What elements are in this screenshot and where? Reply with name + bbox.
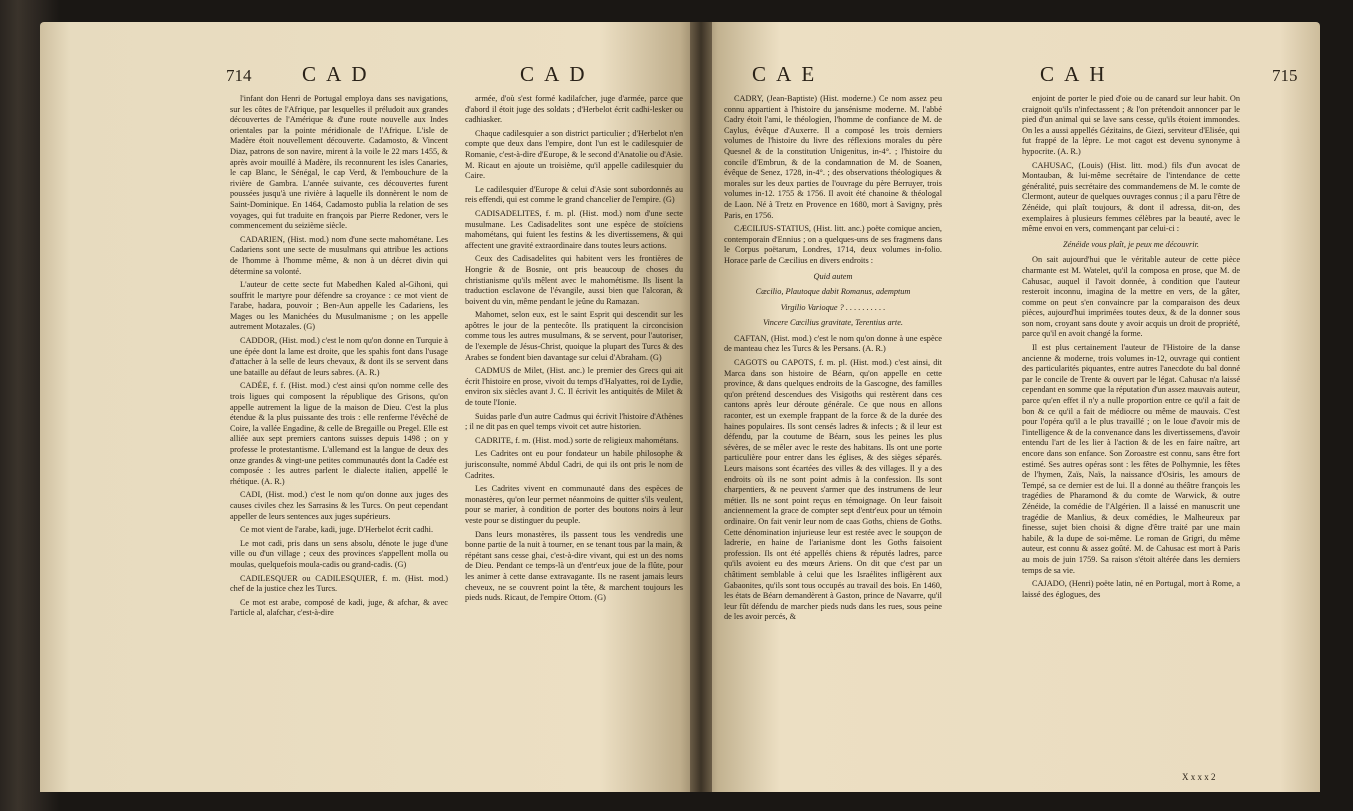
paragraph: Quid autem bbox=[813, 271, 853, 281]
paragraph: Virgilio Varioque ? . . . . . . . . . . bbox=[780, 302, 886, 312]
paragraph: Le mot cadi, pris dans un sens absolu, dénote le juge d'une ville ou d'un village ; ceux des provinces s'appellent molla ou moulas, quelquefois moula-cadis ou grand-cadis. (G) bbox=[230, 538, 448, 569]
paragraph: CADARIEN, (Hist. mod.) nom d'une secte mahométane. Les Cadariens sont une secte de musulmans qui attribue les actions de l'homme à l'homme même, & non à un décret divin qui détermine sa volonté. bbox=[230, 234, 448, 276]
paragraph: Vincere Cæcilius gravitate, Terentius arte. bbox=[763, 318, 903, 328]
paragraph: Dans leurs monastères, ils passent tous les vendredis une bonne partie de la nuit à tourner, en se tenant tous par la main, & répétant sans cesse ghai, c'est-à-dire vivant, qui est un des noms de Dieu. Pendant ce temps-là un d'entr'eux joue de la flûte, pour les animer à cette danse extravagante. Ils ne rasent jamais leurs cheveux, ne se couvrent point la tête, & marchent toujours les pieds nuds. Ricaut, de l'empire Ottom. (G) bbox=[465, 529, 683, 603]
paragraph: Les Cadrites vivent en communauté dans des espèces de monastères, qu'on leur permet néanmoins de quitter s'ils veulent, pour se marier, à condition de porter des boutons noirs à leur veste pour se distinguer du peuple. bbox=[465, 484, 683, 525]
right-column-1 bbox=[724, 94, 942, 626]
paragraph: Le cadilesquier d'Europe & celui d'Asie sont subordonnés au reis effendi, qui est comme le grand chancelier de l'empire. (G) bbox=[465, 184, 683, 205]
left-column-2 bbox=[465, 94, 683, 607]
paragraph: Cæcilio, Plautoque dabit Romanus, ademptum bbox=[755, 287, 911, 297]
left-column-1 bbox=[230, 94, 448, 622]
paragraph: CÆCILIUS-STATIUS, (Hist. litt. anc.) poëte comique ancien, contemporain d'Ennius ; on a quelques-uns de ses fragmens dans le Corpus poëtarum, Londres, 1714, deux volumes in-folio. Horace parle de Cæcilius en divers endroits : bbox=[724, 224, 942, 265]
paragraph: Chaque cadilesquier a son district particulier ; d'Herbelot n'en compte que deux dans l'empire, dont l'un est le cadilesquier de Romanie, c'est-à-dire d'Europe, & le second d'Anatolie ou d'Asie. M. Ricaut en ajoute un troisième, qu'il appelle cadilesquier du Caire. bbox=[465, 128, 683, 181]
paragraph: Ceux des Cadisadelites qui habitent vers les frontières de Hongrie & de Bosnie, ont pris beaucoup de choses du christianisme qu'ils mêlent avec le mahométisme. Ils lisent la traduction esclavone de l'évangile, aussi bien que l'alcoran, & boivent du vin, même pendant le jeûne du Ramazan. bbox=[465, 254, 683, 306]
paragraph: CAFTAN, (Hist. mod.) c'est le nom qu'on donne à une espèce de manteau chez les Turcs & les Persans. (A. R.) bbox=[724, 333, 942, 354]
paragraph: CADMUS de Milet, (Hist. anc.) le premier des Grecs qui ait écrit l'histoire en prose, vivoit du temps d'Halyattes, roi de Lydie, environ six siècles avant J. C. Il écrivit les antiquités de Milet & de toute l'Ionie. bbox=[465, 366, 683, 408]
paragraph: CAJADO, (Henri) poëte latin, né en Portugal, mort à Rome, a laissé des églogues, des bbox=[1022, 579, 1240, 599]
paragraph: Les Cadrites ont eu pour fondateur un habile philosophe & jurisconsulte, nommé Abdul Cadri, de qui ils ont pris le nom de Cadrites. bbox=[465, 449, 683, 480]
paragraph: CADISADELITES, f. m. pl. (Hist. mod.) nom d'une secte musulmane. Les Cadisadelites sont une espèce de stoïciens mahométans, qui fuient les festins & les divertissemens, & qui affectent une gravité extraordinaire dans toutes leurs actions. bbox=[465, 208, 683, 250]
left-running-head-1: C A D bbox=[302, 62, 370, 86]
paragraph: Zénéide vous plaît, je peux me découvrir. bbox=[1063, 239, 1199, 249]
paragraph: L'auteur de cette secte fut Mabedhen Kaled al-Gihoni, qui souffrit le martyre pour défendre sa croyance : ce mot vient de l'arabe, hadara, pouvoir ; Ben-Aun appelle les Cadariens, les Mages ou les Manichées du Musulmanisme ; on les appelle autrement Motazales. (G) bbox=[230, 280, 448, 332]
right-running-head-1: C A E bbox=[752, 62, 818, 86]
paragraph: CAGOTS ou CAPOTS, f. m. pl. (Hist. mod.) c'est ainsi, dit Marca dans son histoire de Béarn, qu'on appelle en cette province, & dans quelques endroits de la Gascogne, des familles qu'on prétend descendues des Visigoths qui restèrent dans ces cantons après leur déroute générale. Ce que nous en allons raconter, est un exemple frappant de la force & de la durée des haines populaires. Ils sont censés ladres & infects ; & il leur est défendu, par la coutume de Béarn, sous les peines les plus sévères, de se mêler avec le reste des habitans. Ils ont une porte particulière pour entrer dans les églises, & des sièges séparés. Leurs maisons sont écartées des villes & des villages. Il y a des endroits où ils ne sont point admis à la confession. Ils sont charpentiers, & ne peuvent s'armer que des instrumens de leur métier. Ils ne sont point reçus en témoignage. On leur faisoit anciennement la grace de compter sept d'entr'eux pour un témoin ordinaire. On fait venir leur nom de caas Goths, chiens de Goths. Cette dénomination injurieuse leur est restée avec le soupçon de ladrerie, en haine de l'arianisme dont les Goths faisoient profession. Ils ont été appellés chiens & réputés ladres, parce qu'ils avoient eu des mœurs Ariens. On dit que c'est par un châtiment semblable à celui que les Israélites infligèrent aux Gabaonites, qu'ils sont tous occupés au travail des bois. En 1460, les états de Béarn demandèrent à Gaston, prince de Navarre, qu'il leur fût défendu de marcher pieds nuds dans les rues, sous peine de les avoir percés, & bbox=[724, 358, 942, 622]
left-page bbox=[40, 22, 700, 792]
paragraph: CADILESQUER ou CADILESQUIER, f. m. (Hist. mod.) chef de la justice chez les Turcs. bbox=[230, 573, 448, 594]
left-running-head-2: C A D bbox=[520, 62, 588, 86]
paragraph: CAHUSAC, (Louis) (Hist. litt. mod.) fils d'un avocat de Montauban, & lui-même secrétaire de l'intendance de cette généralité, puis secrétaire des commandemens de M. le comte de Clermont, auteur de quelques ouvrages connus ; il a paru l'être de Zénéide, qui plaît toujours, & dont il adressa, dit-on, des exemplaires à plusieurs femmes célèbres par la beauté, avec le même envoi en vers, commençant par celui-ci : bbox=[1022, 160, 1240, 234]
paragraph: Ce mot vient de l'arabe, kadi, juge. D'Herbelot écrit cadhi. bbox=[240, 525, 434, 535]
paragraph: enjoint de porter le pied d'oie ou de canard sur leur habit. On craignoit qu'ils n'infectassent ; & l'on prétendoit annoncer par le pied d'un animal qui se lave sans cesse, qu'ils étoient immondes. On les a aussi appellés Gézitains, de Giezi, serviteur d'Elisée, qui fut frappé de la lèpre. Le mot cagot est devenu synonyme à hypocrite. (A. R.) bbox=[1022, 94, 1240, 156]
paragraph: Il est plus certainement l'auteur de l'Histoire de la danse ancienne & moderne, trois volumes in-12, ouvrage qui contient des particularités piquantes, entre autres l'anecdote du bal donné par le concile de Trente & ouvert par le légat. Cahusac n'a laissé cependant en somme que la réputation d'un assez mauvais auteur, parce qu'en effet il n'y a nulle proportion entre ce qu'il a fait de bon & ce qu'il a fait de médiocre ou même de mauvais. C'est pour l'opéra qu'il a le plus travaillé ; on le loue d'avoir mis de l'intelligence & de la convenance dans les divertissemens, d'avoir entendu l'art de les lier à l'action & de les en faire naître, art encore dans son enfance. Son Zoroastre est connu, sans être fort estimé. Ses autres opéras sont : les fêtes de Polhymnie, les fêtes de l'hymen, Zaïs, Naïs, la naissance d'Osiris, les amours de Tempé, sa ce dernier est de lui. Il a donné au théâtre françois les tragédies de Pharamond & du comte de Warwick, & outre Zénéide, la comédie de l'Algérien. Il a laissé en manuscrit une tragédie de Manlius, & deux comédies, le Malheureux par finesse, sujet bien choisi & digne d'être traité par une main habile, & la dupe de soi-même. Le roman de Grigri, du même auteur, est connu & assez goûté. M. de Cahusac est mort à Paris au mois de juin 1759. Sa raison s'étoit altérée dans les derniers temps de sa vie. bbox=[1022, 343, 1240, 575]
right-page bbox=[700, 22, 1320, 792]
paragraph: CADI, (Hist. mod.) c'est le nom qu'on donne aux juges des causes civiles chez les Sarrasins & les Turcs. On peut cependant appeller de leurs sentences aux juges supérieurs. bbox=[230, 490, 448, 521]
paragraph: Ce mot est arabe, composé de kadi, juge, & afchar, & avec l'article al, alafchar, c'est-à-dire bbox=[230, 597, 448, 618]
right-running-head-2: C A H bbox=[1040, 62, 1108, 86]
paragraph: l'infant don Henri de Portugal employa dans ses navigations, sur les côtes de l'Afrique, par lesquelles il préludoit aux grandes découvertes de l'Amérique & d'une route nouvelle aux Indes orientales par la pointe méridionale de l'Afrique. L'isle de Madère étoit nouvellement découverte. Cadamosto, & Vincent Diaz, patrons de son navire, mirent à la voile le 22 mars 1455, & après avoir mouillé à Madère, ils reconnurent les isles Canaries, le cap Blanc, le Sénégal, le cap Verd, & l'embouchure de la rivière de Gambra. L'année suivante, ces découvertes furent poussées jusqu'à une rivière à laquelle ils donnèrent le nom de Saint-Dominique. En 1464, Cadamosto publia la relation de ses voyages, qui fut traduite en françois par Pierre Redoner, vers le commencement du seizième siècle. bbox=[230, 94, 448, 231]
paragraph: CADRY, (Jean-Baptiste) (Hist. moderne.) Ce nom assez peu connu appartient à l'histoire du jansénisme moderne. M. l'abbé Cadry étoit l'ami, le théologien, l'homme de confiance de M. de Caylus, évêque d'Auxerre. Il a composé les trois derniers volumes de l'histoire du livre des réflexions morales du père Quesnel & de la constitution Unigenitus, in-4°. ; l'histoire du concile d'Embrun, & de la condamnation de M. de Soanen, évêque de Senez, 1728, in-4°. ; des observations théologiques & morales sur les deux parties de l'ouvrage du père Berruyer, trois volumes in-12. 1755 & 1756. Il avoit été chanoine & théologal de Laon. Né à Tretz en Provence en 1680, mort à Savigny, près Paris, en 1756. bbox=[724, 94, 942, 220]
signature-mark: X x x x 2 bbox=[1182, 772, 1216, 782]
paragraph: Mahomet, selon eux, est le saint Esprit qui descendit sur les apôtres le jour de la pentecôte. Ils pratiquent la circoncision comme tous les autres musulmans, & se servent, pour l'autoriser, de l'exemple de Jésus-Christ, quoique la plupart des Turcs & des Arabes se fondent bien davantage sur celui d'Abraham. (G) bbox=[465, 310, 683, 362]
right-column-2 bbox=[1022, 94, 1240, 603]
book-gutter bbox=[690, 22, 712, 792]
paragraph: CADDOR, (Hist. mod.) c'est le nom qu'on donne en Turquie à une épée dont la lame est droite, que les spahis font dans l'usage d'attacher à la selle de leurs chevaux, & dont ils se servent dans une bataille au défaut de leurs sabres. (A. R.) bbox=[230, 336, 448, 377]
paragraph: armée, d'où s'est formé kadilafcher, juge d'armée, parce que d'abord il étoit juge des soldats ; d'Herbelot écrit cadhi-lesker ou cadhiasker. bbox=[465, 94, 683, 125]
left-page-number: 714 bbox=[226, 66, 252, 85]
paragraph: CADÉE, f. f. (Hist. mod.) c'est ainsi qu'on nomme celle des trois ligues qui composent la république des Grisons, qu'on appelle autrement la ligue de la maison de Dieu. C'est la plus étendue & la plus puissante des trois : elle renferme l'évêché de Coire, la vallée Engadine, & celle de Bregaille ou Pregel. Elle est alliée aux sept premiers cantons suisses depuis 1498 ; on y professe le protestantisme. L'allemand est la langue de deux des onze grandes & vingt-une petites communautés dont la Cadée est composée : les autres parlent le dialecte italien, appellé le rhétique. (A. R.) bbox=[230, 381, 448, 486]
paragraph: CADRITE, f. m. (Hist. mod.) sorte de religieux mahométans. bbox=[475, 435, 679, 445]
paragraph: Suidas parle d'un autre Cadmus qui écrivit l'histoire d'Athènes ; il ne dit pas en quel temps vivoit cet autre historien. bbox=[465, 411, 683, 432]
right-page-number: 715 bbox=[1272, 66, 1298, 85]
paragraph: On sait aujourd'hui que le véritable auteur de cette pièce charmante est M. Watelet, qu'il la composa en prose, que M. de Cahusac, auquel il l'avoit donnée, à condition que l'auteur resteroit inconnu, imagina de la mettre en vers, de la gâter, comme on peut s'en convaincre par la comparaison des deux pièces, aujourd'hui imprimées toutes deux, & de la donner sous son nom, croyant sans doute y avoir acquis un droit de propriété, parce qu'il en avoit changé la forme. bbox=[1022, 255, 1240, 339]
